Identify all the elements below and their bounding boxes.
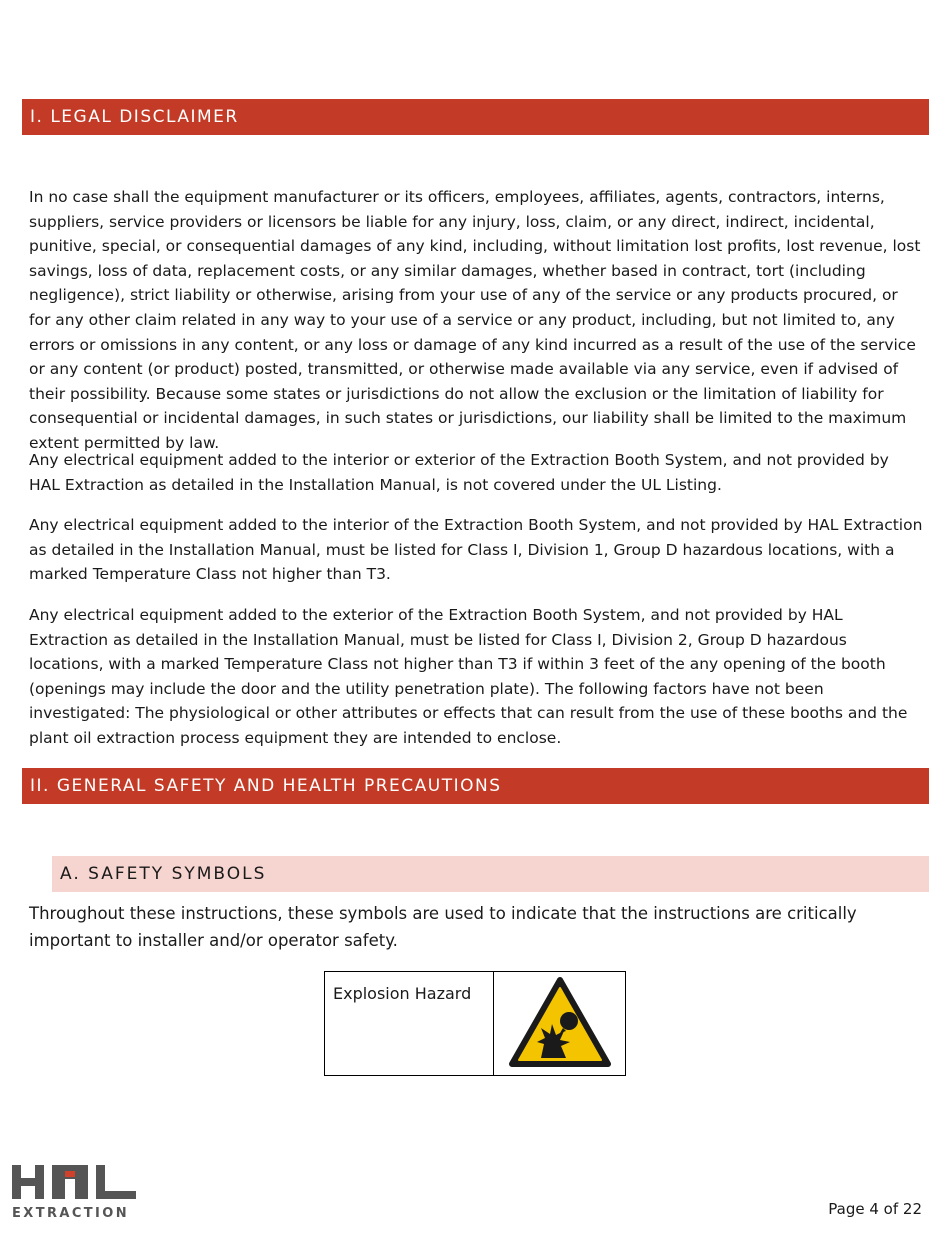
page-number: Page 4 of 22 bbox=[828, 1200, 922, 1218]
disclaimer-paragraph-4: Any electrical equipment added to the exterior of the Extraction Booth System, and not provided by HAL Extraction as detailed in the Installation Manual, must be listed for Class I, Division 2, Group D hazardous locations, with a marked Temperature Class not higher than T3 if within 3 feet of the any opening of the booth (openings may include the door and the utility penetration plate). The following factors have not been investigated: The physiological or other attributes or effects that can result from the use of these booths and the plant oil extraction process equipment they are intended to enclose. bbox=[29, 606, 908, 747]
table-row bbox=[325, 972, 626, 1076]
symbol-label: Explosion Hazard bbox=[325, 972, 494, 1076]
logo-wordmark: EXTRACTION bbox=[12, 1206, 130, 1221]
hal-logo bbox=[12, 1163, 138, 1203]
disclaimer-paragraph-2: Any electrical equipment added to the interior or exterior of the Extraction Booth System, and not provided by HAL Extraction as detailed in the Installation Manual, is not covered under the UL Listing. bbox=[29, 451, 889, 494]
safety-symbols-table bbox=[324, 971, 626, 1076]
symbol-image-cell bbox=[494, 972, 626, 1076]
disclaimer-paragraph-3: Any electrical equipment added to the interior of the Extraction Booth System, and not provided by HAL Extraction as detailed in the Installation Manual, must be listed for Class I, Division 1, Group D hazardous locations, with a marked Temperature Class not higher than T3. bbox=[29, 516, 923, 584]
section-heading-general-safety: II. GENERAL SAFETY AND HEALTH PRECAUTIONS bbox=[22, 768, 929, 804]
symbols-intro-paragraph: Throughout these instructions, these symbols are used to indicate that the instructions are critically important to installer and/or operator safety. bbox=[29, 904, 857, 950]
subsection-heading-safety-symbols: A. SAFETY SYMBOLS bbox=[52, 856, 929, 892]
disclaimer-paragraph-1: In no case shall the equipment manufacturer or its officers, employees, affiliates, agents, contractors, interns, suppliers, service providers or licensors be liable for any injury, loss, claim, or any direct, indirect, incidental, punitive, special, or consequential damages of any kind, including, without limitation lost profits, lost revenue, lost savings, loss of data, replacement costs, or any similar damages, whether based in contract, tort (including negligence), strict liability or otherwise, arising from your use of any of the service or any products procured, or for any other claim related in any way to your use of a service or any product, including, but not limited to, any errors or omissions in any content, or any loss or damage of any kind incurred as a result of the use of the service or any content (or product) posted, transmitted, or otherwise made available via any service, even if advised of their possibility. Because some states or jurisdictions do not allow the exclusion or the limitation of liability for consequential or incidental damages, in such states or jurisdictions, our liability shall be limited to the maximum extent permitted by law. bbox=[29, 188, 921, 452]
explosion-hazard-icon bbox=[508, 976, 612, 1071]
section-heading-legal-disclaimer: I. LEGAL DISCLAIMER bbox=[22, 99, 929, 135]
